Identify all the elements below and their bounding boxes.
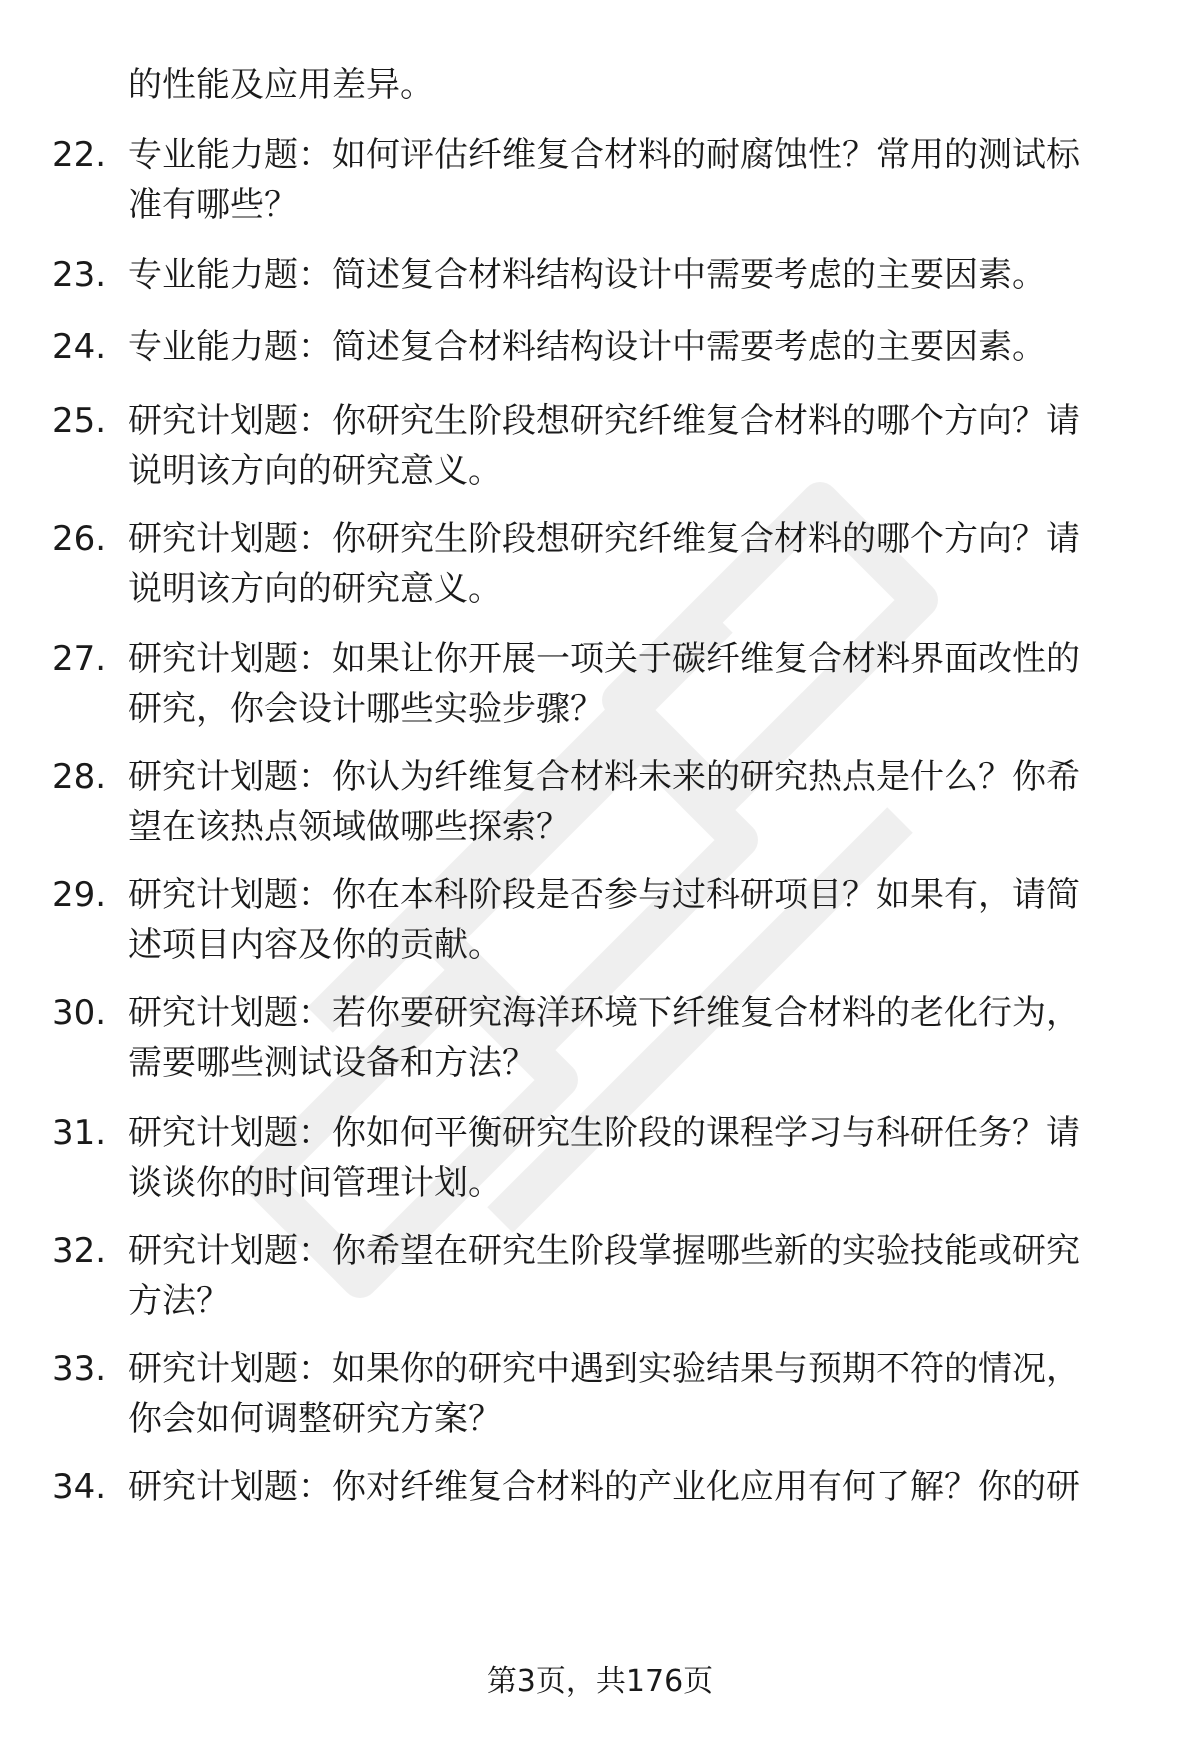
question-line: 你会如何调整研究方案？ bbox=[128, 1399, 502, 1439]
question-number: 24. bbox=[52, 327, 107, 367]
question-line: 研究计划题：如果让你开展一项关于碳纤维复合材料界面改性的 bbox=[128, 639, 1080, 679]
page-footer: 第3页，共176页 bbox=[486, 1664, 714, 1699]
question-number: 31. bbox=[52, 1113, 107, 1153]
question-line: 需要哪些测试设备和方法？ bbox=[128, 1043, 536, 1083]
question-line: 谈谈你的时间管理计划。 bbox=[128, 1163, 502, 1203]
question-number: 25. bbox=[52, 401, 107, 441]
question-line: 说明该方向的研究意义。 bbox=[128, 569, 502, 609]
question-text bbox=[128, 396, 1148, 496]
question-number: 28. bbox=[52, 757, 107, 797]
question-number: 26. bbox=[52, 519, 107, 559]
question-line: 望在该热点领域做哪些探索？ bbox=[128, 807, 570, 847]
question-line: 专业能力题：如何评估纤维复合材料的耐腐蚀性？常用的测试标 bbox=[128, 135, 1080, 175]
question-number: 29. bbox=[52, 875, 107, 915]
question-line: 准有哪些？ bbox=[128, 185, 298, 225]
question-line: 研究，你会设计哪些实验步骤？ bbox=[128, 689, 604, 729]
question-text bbox=[128, 250, 1148, 300]
question-number: 23. bbox=[52, 255, 107, 295]
continuation-text: 的性能及应用差异。 bbox=[128, 65, 434, 105]
question-text bbox=[128, 514, 1148, 614]
question-number: 30. bbox=[52, 993, 107, 1033]
question-text bbox=[128, 130, 1148, 230]
question-number: 22. bbox=[52, 135, 107, 175]
question-line: 研究计划题：如果你的研究中遇到实验结果与预期不符的情况， bbox=[128, 1349, 1080, 1389]
question-line: 研究计划题：若你要研究海洋环境下纤维复合材料的老化行为， bbox=[128, 993, 1080, 1033]
question-line: 专业能力题：简述复合材料结构设计中需要考虑的主要因素。 bbox=[128, 255, 1046, 295]
question-text bbox=[128, 322, 1148, 372]
question-text bbox=[128, 1108, 1148, 1208]
question-line: 专业能力题：简述复合材料结构设计中需要考虑的主要因素。 bbox=[128, 327, 1046, 367]
question-line: 述项目内容及你的贡献。 bbox=[128, 925, 502, 965]
question-text bbox=[128, 988, 1148, 1088]
question-number: 33. bbox=[52, 1349, 107, 1389]
question-text bbox=[128, 1344, 1148, 1444]
question-number: 32. bbox=[52, 1231, 107, 1271]
question-line: 研究计划题：你研究生阶段想研究纤维复合材料的哪个方向？请 bbox=[128, 519, 1080, 559]
question-line: 说明该方向的研究意义。 bbox=[128, 451, 502, 491]
question-text bbox=[128, 1462, 1148, 1512]
question-line: 方法？ bbox=[128, 1281, 230, 1321]
question-line: 研究计划题：你如何平衡研究生阶段的课程学习与科研任务？请 bbox=[128, 1113, 1080, 1153]
question-text bbox=[128, 634, 1148, 734]
question-line: 研究计划题：你对纤维复合材料的产业化应用有何了解？你的研 bbox=[128, 1467, 1080, 1507]
question-line: 研究计划题：你研究生阶段想研究纤维复合材料的哪个方向？请 bbox=[128, 401, 1080, 441]
question-text bbox=[128, 1226, 1148, 1326]
question-text bbox=[128, 870, 1148, 970]
question-number: 27. bbox=[52, 639, 107, 679]
question-line: 研究计划题：你在本科阶段是否参与过科研项目？如果有，请简 bbox=[128, 875, 1080, 915]
question-line: 研究计划题：你希望在研究生阶段掌握哪些新的实验技能或研究 bbox=[128, 1231, 1080, 1271]
question-number: 34. bbox=[52, 1467, 107, 1507]
question-line: 研究计划题：你认为纤维复合材料未来的研究热点是什么？你希 bbox=[128, 757, 1080, 797]
question-text bbox=[128, 752, 1148, 852]
